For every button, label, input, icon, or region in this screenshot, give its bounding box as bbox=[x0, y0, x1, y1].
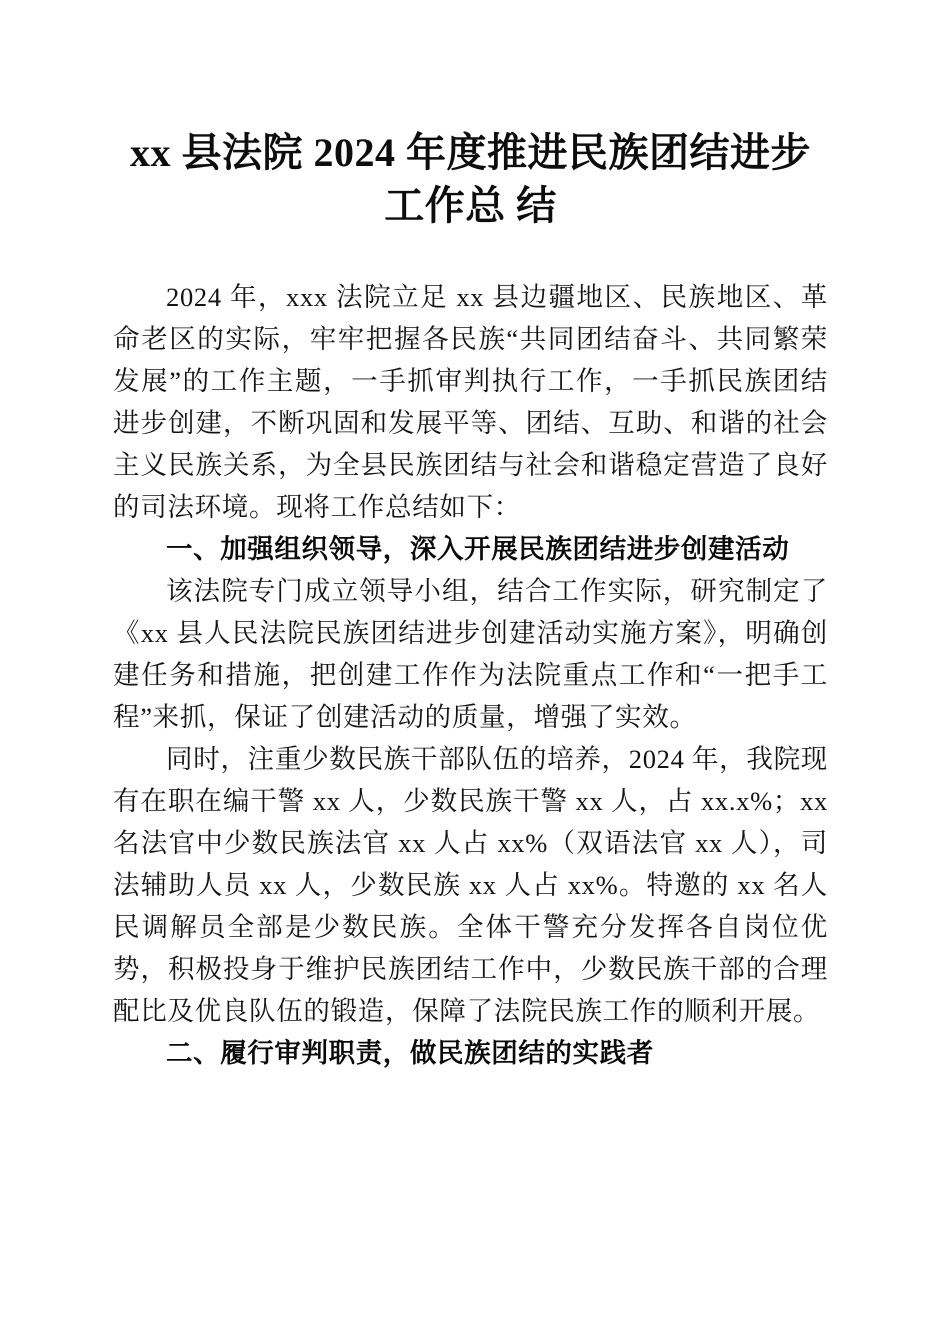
title-line-1: xx 县法院 2024 年度推进民族团结进步工作总 bbox=[130, 130, 811, 228]
page-title bbox=[113, 0, 828, 232]
paragraph-intro: 2024 年，xxx 法院立足 xx 县边疆地区、民族地区、革命老区的实际，牢牢把握各民族“共同团结奋斗、共同繁荣发展”的工作主题，一手抓审判执行工作，一手抓民族团结进步创建，不断巩固和发展平等、团结、互助、和谐的社会主义民族关系，为全县民族团结与社会和谐稳定营造了良好的司法环境。现将工作总结如下： bbox=[113, 282, 828, 522]
title-line-2: 结 bbox=[516, 183, 557, 228]
document-body bbox=[113, 0, 828, 1074]
paragraph-section-1-1: 该法院专门成立领导小组，结合工作实际，研究制定了《xx 县人民法院民族团结进步创建活动实施方案》，明确创建任务和措施，把创建工作作为法院重点工作和“一把手工程”来抓，保证了创建活动的质量，增强了实效。 bbox=[113, 576, 828, 732]
section-heading-2: 二、履行审判职责，做民族团结的实践者 bbox=[166, 1038, 654, 1068]
paragraph-section-1-2: 同时，注重少数民族干部队伍的培养，2024 年，我院现有在职在编干警 xx 人，少数民族干警 xx 人，占 xx.x%；xx 名法官中少数民族法官 xx 人占 xx%（双语法官 xx 人），司法辅助人员 xx 人，少数民族 xx 人占 xx%。特邀的 xx 名人民调解员全部是少数民族。全体干警充分发挥各自岗位优势，积极投身于维护民族团结工作中，少数民族干部的合理配比及优良队伍的锻造，保障了法院民族工作的顺利开展。 bbox=[113, 744, 828, 1026]
section-heading-1: 一、加强组织领导，深入开展民族团结进步创建活动 bbox=[166, 534, 790, 564]
